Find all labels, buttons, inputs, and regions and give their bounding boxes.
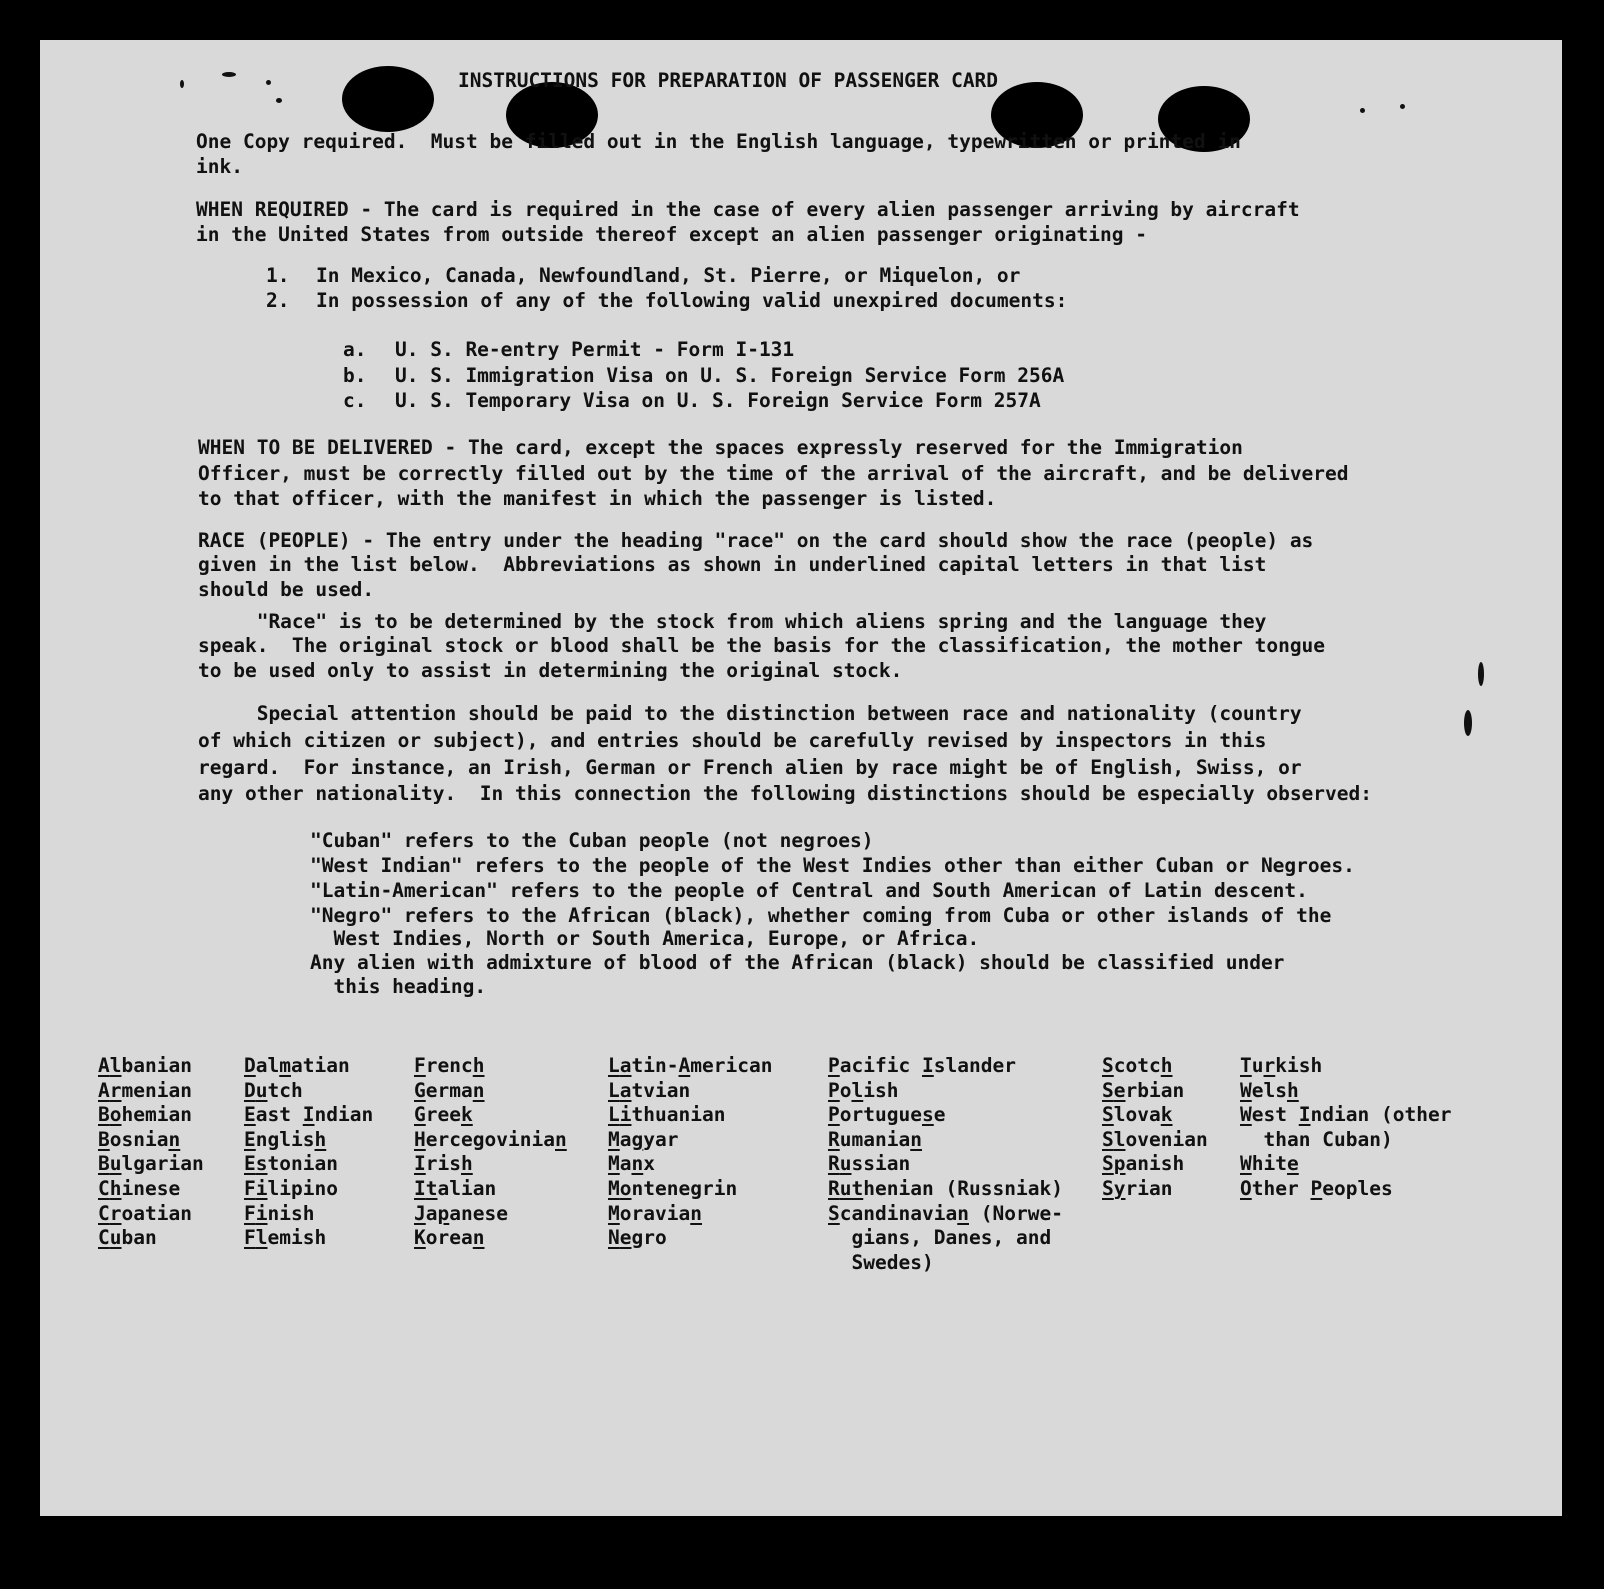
race-entry: Armenian (98, 1078, 192, 1102)
distinction-line: Any alien with admixture of blood of the African (black) should be classified under (310, 951, 1285, 974)
race-entry: Dalmatian (244, 1054, 350, 1077)
race-definition-line: "Race" is to be determined by the stock from which aliens spring and the language they (198, 610, 1267, 633)
race-entry: than Cuban) (1263, 1127, 1393, 1151)
origin-number: 1. (266, 264, 290, 287)
page-title: INSTRUCTIONS FOR PREPARATION OF PASSENGER CARD (458, 69, 999, 92)
document-text: U. S. Temporary Visa on U. S. Foreign Service Form 257A (395, 389, 1041, 412)
race-entry: Turkish (1240, 1054, 1323, 1077)
speck (1478, 662, 1484, 686)
distinction-line: "Cuban" refers to the Cuban people (not negroes) (310, 829, 874, 852)
race-entry: West Indian (other (1240, 1103, 1452, 1127)
race-entry: Syrian (1102, 1177, 1173, 1200)
distinction-line: West Indies, North or South America, Europe, or Africa. (310, 927, 980, 950)
race-entry: Russian (828, 1152, 911, 1176)
intro-line: One Copy required. Must be filled out in the English language, typewritten or printed in (196, 130, 1241, 153)
race-entry: Serbian (1102, 1078, 1185, 1102)
race-people-line: should be used. (198, 578, 375, 601)
race-entry: French (414, 1054, 485, 1077)
race-entry: Italian (414, 1177, 497, 1200)
speck (180, 80, 184, 88)
distinction-line: "West Indian" refers to the people of the West Indies other than either Cuban or Negroes. (310, 854, 1355, 877)
race-entry: Filipino (244, 1177, 338, 1200)
race-entry: Latvian (608, 1078, 691, 1102)
race-people-line: given in the list below. Abbreviations as shown in underlined capital letters in that list (198, 553, 1267, 576)
race-entry: Dutch (244, 1078, 303, 1102)
race-entry: Polish (828, 1078, 899, 1102)
race-entry: Bulgarian (98, 1152, 204, 1176)
when-delivered-line: WHEN TO BE DELIVERED - The card, except the spaces expressly reserved for the Immigration (198, 436, 1243, 459)
race-entry: White (1240, 1152, 1299, 1176)
race-entry: Flemish (244, 1226, 327, 1250)
special-attention-line: regard. For instance, an Irish, German or French alien by race might be of English, Swiss, or (198, 756, 1302, 779)
document-text: U. S. Re-entry Permit - Form I-131 (395, 338, 795, 361)
race-entry: Greek (414, 1103, 473, 1127)
race-entry: Slovak (1102, 1103, 1173, 1127)
race-definition-line: to be used only to assist in determining the original stock. (198, 659, 903, 682)
race-entry: Scandinavian (Norwe- (828, 1201, 1063, 1225)
distinction-line: "Latin-American" refers to the people of Central and South American of Latin descent. (310, 879, 1308, 902)
when-delivered-line: Officer, must be correctly filled out by the time of the arrival of the aircraft, and be delivered (198, 462, 1349, 485)
document-page (40, 40, 1562, 1516)
speck (266, 80, 271, 85)
race-entry: Bosnian (98, 1127, 181, 1151)
race-entry: Welsh (1240, 1078, 1299, 1102)
origin-text: In possession of any of the following valid unexpired documents: (316, 289, 1068, 312)
race-entry: Finish (244, 1201, 315, 1225)
distinction-line: this heading. (310, 975, 487, 998)
race-entry: Japanese (414, 1201, 508, 1225)
race-entry: Manx (608, 1152, 655, 1176)
race-entry: Other Peoples (1240, 1177, 1393, 1200)
when-delivered-line: to that officer, with the manifest in which the passenger is listed. (198, 487, 997, 510)
race-entry: Bohemian (98, 1103, 192, 1127)
special-attention-line: of which citizen or subject), and entries should be carefully revised by inspectors in this (198, 729, 1267, 752)
race-entry: Swedes) (851, 1250, 934, 1274)
speck (222, 72, 236, 77)
document-letter: b. (343, 364, 367, 387)
document-text: U. S. Immigration Visa on U. S. Foreign Service Form 256A (395, 364, 1065, 387)
race-entry: German (414, 1078, 485, 1102)
race-entry: Negro (608, 1226, 667, 1250)
race-entry: Portuguese (828, 1103, 946, 1127)
race-entry: Lithuanian (608, 1103, 726, 1127)
race-entry: Irish (414, 1152, 473, 1176)
race-entry: Ruthenian (Russniak) (828, 1177, 1063, 1200)
distinction-line: "Negro" refers to the African (black), whether coming from Cuba or other islands of the (310, 904, 1332, 927)
race-entry: Estonian (244, 1152, 338, 1176)
document-letter: a. (343, 338, 367, 361)
race-entry: Rumanian (828, 1127, 922, 1151)
when-required-line: WHEN REQUIRED - The card is required in the case of every alien passenger arriving by aircraft (196, 198, 1300, 221)
intro-line: ink. (196, 155, 243, 178)
special-attention-line: any other nationality. In this connection the following distinctions should be especially observed: (198, 782, 1372, 805)
race-entry: Cuban (98, 1226, 157, 1250)
document-letter: c. (343, 389, 367, 412)
race-entry: East Indian (244, 1103, 374, 1127)
race-entry: Montenegrin (608, 1177, 738, 1200)
race-entry: Moravian (608, 1201, 702, 1225)
speck (1360, 108, 1365, 113)
speck (276, 98, 282, 103)
race-entry: Korean (414, 1226, 485, 1250)
race-entry: Albanian (98, 1054, 192, 1077)
race-entry: Slovenian (1102, 1127, 1208, 1151)
race-entry: Magyar (608, 1127, 679, 1151)
race-entry: Scotch (1102, 1054, 1173, 1077)
race-entry: gians, Danes, and (851, 1226, 1052, 1250)
speck (1400, 104, 1405, 109)
race-entry: Pacific Islander (828, 1054, 1016, 1077)
race-entry: Latin-American (608, 1054, 773, 1077)
when-required-line: in the United States from outside thereof except an alien passenger originating - (196, 223, 1147, 246)
race-entry: Hercegovinian (414, 1127, 567, 1151)
race-entry: English (244, 1127, 327, 1151)
origin-number: 2. (266, 289, 290, 312)
special-attention-line: Special attention should be paid to the distinction between race and nationality (country (198, 702, 1302, 725)
speck (1464, 710, 1472, 736)
race-entry: Chinese (98, 1177, 181, 1200)
punch-hole-1 (342, 66, 434, 132)
race-people-line: RACE (PEOPLE) - The entry under the heading "race" on the card should show the race (people) as (198, 529, 1314, 552)
race-definition-line: speak. The original stock or blood shall be the basis for the classification, the mother tongue (198, 634, 1326, 657)
race-entry: Croatian (98, 1201, 192, 1225)
race-entry: Spanish (1102, 1152, 1185, 1176)
origin-text: In Mexico, Canada, Newfoundland, St. Pierre, or Miquelon, or (316, 264, 1021, 287)
